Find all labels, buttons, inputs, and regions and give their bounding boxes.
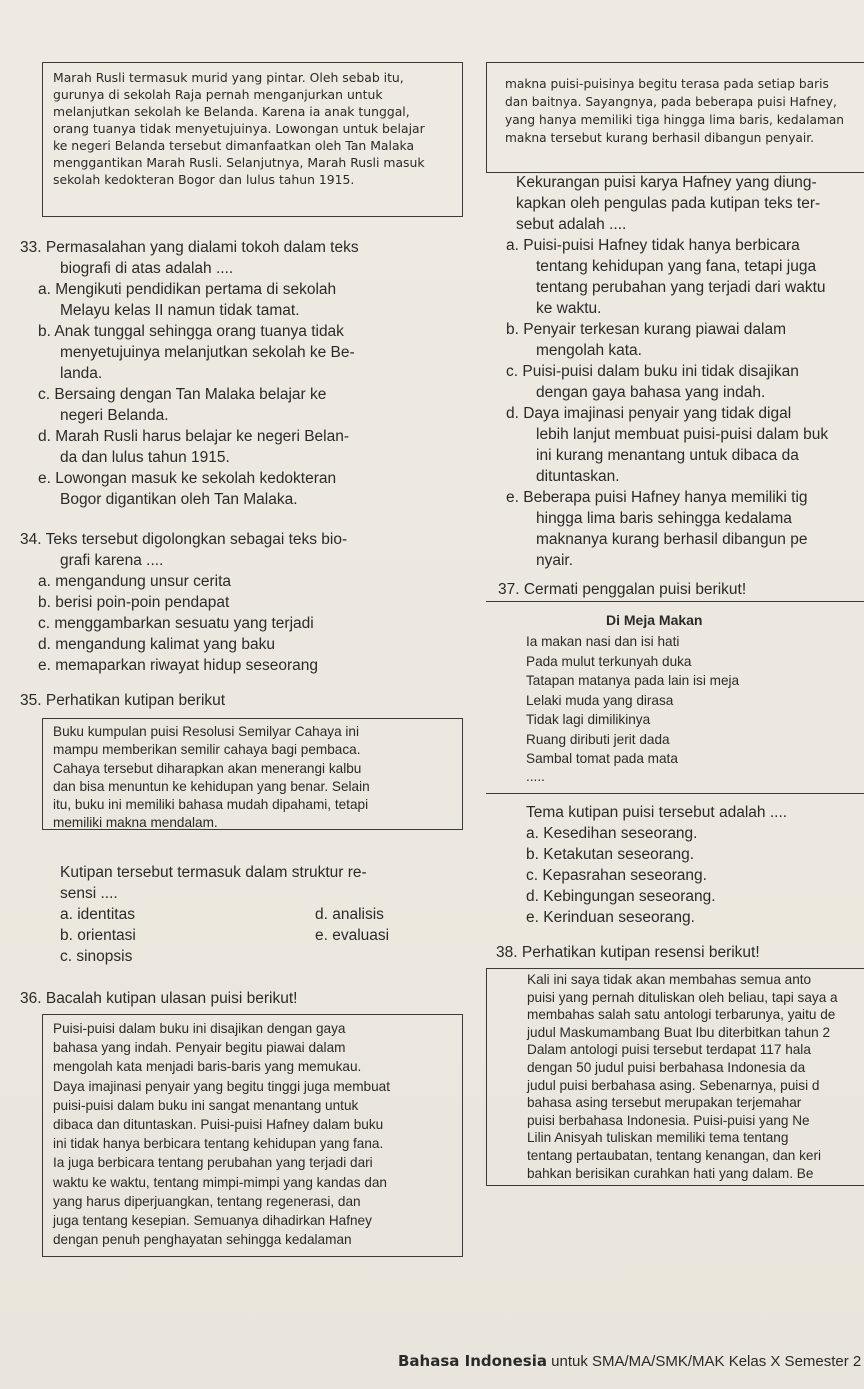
text-line: dan baitnya. Sayangnya, pada beberapa puisi Hafney, bbox=[505, 95, 837, 109]
option-b: b. berisi poin-poin pendapat bbox=[38, 594, 230, 611]
question-37 bbox=[486, 802, 864, 928]
option-row bbox=[20, 904, 460, 925]
question-38-stem bbox=[486, 942, 864, 963]
text-line: ini tidak hanya berbicara tentang kehidupan yang fana. bbox=[53, 1136, 384, 1152]
text-line: bahasa yang indah. Penyair begitu piawai dalam bbox=[53, 1040, 346, 1056]
option-b-cont: landa. bbox=[60, 365, 103, 382]
option-c-cont: dengan gaya bahasa yang indah. bbox=[536, 384, 766, 401]
option-a-cont: tentang kehidupan yang fana, tetapi juga bbox=[536, 258, 817, 275]
question-34 bbox=[20, 529, 460, 676]
option-b-cont: mengolah kata. bbox=[536, 342, 642, 359]
poem-line: Ruang diributi jerit dada bbox=[526, 731, 670, 747]
question-stem: 35. Perhatikan kutipan berikut bbox=[20, 692, 226, 709]
question-stem: 34. Teks tersebut digolongkan sebagai teks bio- bbox=[20, 531, 348, 548]
text-line: tentang pertaubatan, tentang kenangan, dan keri bbox=[527, 1147, 822, 1163]
footer-rest: untuk SMA/MA/SMK/MAK Kelas X Semester 2 bbox=[546, 1353, 862, 1370]
poem-line: Sambal tomat pada mata bbox=[526, 751, 678, 766]
text-line: puisi yang pernah dituliskan oleh beliau, tapi saya a bbox=[527, 989, 838, 1005]
text-line: dibaca dan dituntaskan. Puisi-puisi Hafney dalam buku bbox=[53, 1117, 384, 1133]
option-a-cont: ke waktu. bbox=[536, 300, 602, 317]
poem-line: Tatapan matanya pada lain isi meja bbox=[526, 673, 740, 688]
option-e: e. memaparkan riwayat hidup seseorang bbox=[38, 657, 319, 674]
option-e: e. Kerinduan seseorang. bbox=[526, 909, 695, 926]
option-a: a. mengandung unsur cerita bbox=[38, 573, 232, 590]
text-line: judul Maskumambang Buat Ibu diterbitkan tahun 2 bbox=[527, 1024, 831, 1040]
text-line: Lilin Anisyah tuliskan memiliki tema tentang bbox=[527, 1130, 789, 1146]
text-line: Cahaya tersebut diharapkan akan menerangi kalbu bbox=[53, 760, 362, 776]
poem-line: Tidak lagi dimilikinya bbox=[526, 712, 651, 727]
option-e-cont: maknanya kurang berhasil dibangun pe bbox=[536, 531, 808, 548]
question-stem: 36. Bacalah kutipan ulasan puisi berikut! bbox=[20, 990, 298, 1007]
poem-line: Ia makan nasi dan isi hati bbox=[526, 634, 680, 649]
text-line: dengan 50 judul puisi berbahasa Indonesia da bbox=[527, 1059, 806, 1075]
question-stem: grafi karena .... bbox=[60, 552, 164, 569]
text-line: yang hanya memiliki tiga hingga lima baris, kedalaman bbox=[505, 113, 845, 127]
option-a: a. Puisi-puisi Hafney tidak hanya berbicara bbox=[506, 237, 800, 254]
option-e-cont: Bogor digantikan oleh Tan Malaka. bbox=[60, 491, 298, 508]
text-line: juga tentang kesepian. Semuanya dihadirkan Hafney bbox=[53, 1213, 372, 1229]
page-footer bbox=[398, 1352, 861, 1370]
option-e: e. Beberapa puisi Hafney hanya memiliki tig bbox=[506, 489, 808, 506]
text-line: sekolah kedokteran Bogor dan lulus tahun 1915. bbox=[53, 172, 355, 187]
poem-ellipsis: ..... bbox=[526, 768, 545, 784]
text-line: Daya imajinasi penyair yang begitu tinggi juga membuat bbox=[53, 1078, 391, 1094]
text-line: Buku kumpulan puisi Resolusi Semilyar Cahaya ini bbox=[53, 724, 360, 739]
option-e: e. Lowongan masuk ke sekolah kedokteran bbox=[38, 470, 337, 487]
question-stem: 37. Cermati penggalan puisi berikut! bbox=[498, 581, 747, 598]
option-b: b. Anak tunggal sehingga orang tuanya tidak bbox=[38, 323, 344, 340]
option-d: d. Kebingungan seseorang. bbox=[526, 888, 716, 905]
question-text: Kutipan tersebut termasuk dalam struktur re- bbox=[60, 864, 367, 881]
text-line: itu, buku ini memiliki bahasa mudah dipahami, tetapi bbox=[53, 797, 369, 813]
poem-line: Pada mulut terkunyah duka bbox=[526, 653, 692, 669]
text-line: Marah Rusli termasuk murid yang pintar. Oleh sebab itu, bbox=[53, 70, 404, 85]
option-a-cont: tentang perubahan yang terjadi dari waktu bbox=[536, 279, 826, 296]
footer-subject: Bahasa Indonesia bbox=[398, 1352, 547, 1370]
poem-title: Di Meja Makan bbox=[606, 612, 703, 628]
text-line: membahas salah satu antologi terbarunya, yaitu de bbox=[527, 1007, 836, 1023]
question-text: sebut adalah .... bbox=[516, 216, 627, 233]
text-line: yang harus diperjuangkan, tentang regenerasi, dan bbox=[53, 1193, 361, 1209]
biography-excerpt-box bbox=[42, 62, 463, 217]
option-a-cont: Melayu kelas II namun tidak tamat. bbox=[60, 302, 300, 319]
option-b: b. Ketakutan seseorang. bbox=[526, 846, 695, 863]
option-e-cont: nyair. bbox=[536, 552, 574, 569]
poem-block bbox=[486, 610, 864, 785]
question-text: Kekurangan puisi karya Hafney yang diung- bbox=[516, 174, 817, 191]
option-d: d. analisis bbox=[315, 906, 384, 923]
text-line: Puisi-puisi dalam buku ini disajikan dengan gaya bbox=[53, 1021, 346, 1036]
option-c: c. Bersaing dengan Tan Malaka belajar ke bbox=[38, 386, 327, 403]
option-c: c. sinopsis bbox=[60, 948, 133, 965]
text-line: Dalam antologi puisi tersebut terdapat 117 hala bbox=[527, 1042, 811, 1058]
text-line: makna puisi-puisinya begitu terasa pada setiap baris bbox=[505, 77, 829, 91]
question-text: Tema kutipan puisi tersebut adalah .... bbox=[526, 804, 788, 821]
question-35 bbox=[20, 862, 460, 967]
text-line: dan bisa menuntun ke kehidupan yang benar. Selain bbox=[53, 778, 370, 794]
poem-bottom-rule bbox=[486, 793, 864, 794]
text-line: mampu memberikan semilir cahaya bagi pembaca. bbox=[53, 742, 361, 758]
poem-line: Lelaki muda yang dirasa bbox=[526, 692, 674, 708]
text-line: menggantikan Marah Rusli. Selanjutnya, Marah Rusli masuk bbox=[53, 155, 425, 170]
option-e: e. evaluasi bbox=[315, 927, 390, 944]
option-c: c. Kepasrahan seseorang. bbox=[526, 867, 707, 884]
option-a: a. identitas bbox=[60, 906, 135, 923]
text-line: melanjutkan sekolah ke Belanda. Karena ia anak tunggal, bbox=[53, 104, 410, 119]
question-37-stem bbox=[486, 579, 864, 600]
question-text: kapkan oleh pengulas pada kutipan teks ter- bbox=[516, 195, 821, 212]
option-a: a. Mengikuti pendidikan pertama di sekolah bbox=[38, 281, 337, 298]
text-line: mengolah kata menjadi baris-baris yang memukau. bbox=[53, 1059, 362, 1075]
option-c: c. Puisi-puisi dalam buku ini tidak disajikan bbox=[506, 363, 799, 380]
option-d-cont: dituntaskan. bbox=[536, 468, 620, 485]
option-b: b. orientasi bbox=[60, 927, 136, 944]
text-line: dengan penuh penghayatan sehingga kedalaman bbox=[53, 1232, 352, 1248]
option-e-cont: hingga lima baris sehingga kedalama bbox=[536, 510, 792, 527]
question-stem: 33. Permasalahan yang dialami tokoh dalam teks bbox=[20, 239, 359, 256]
question-36-stem bbox=[20, 988, 460, 1009]
text-line: waktu ke waktu, tentang mimpi-mimpi yang kandas dan bbox=[53, 1174, 387, 1190]
option-c: c. menggambarkan sesuatu yang terjadi bbox=[38, 615, 314, 632]
resensi-excerpt-box bbox=[486, 968, 864, 1186]
option-d-cont: lebih lanjut membuat puisi-puisi dalam buk bbox=[536, 426, 829, 443]
option-d-cont: ini kurang menantang untuk dibaca da bbox=[536, 447, 799, 464]
review-excerpt-box bbox=[42, 718, 463, 830]
text-line: memiliki makna mendalam. bbox=[53, 815, 218, 831]
text-line: makna tersebut kurang berhasil dibangun penyair. bbox=[505, 131, 815, 145]
option-b: b. Penyair terkesan kurang piawai dalam bbox=[506, 321, 787, 338]
text-line: ke negeri Belanda tersebut dimanfaatkan oleh Tan Malaka bbox=[53, 138, 415, 153]
option-d: d. mengandung kalimat yang baku bbox=[38, 636, 275, 653]
review-continuation-box bbox=[486, 62, 864, 173]
text-line: orang tuanya tidak menyetujuinya. Lowongan untuk belajar bbox=[53, 121, 425, 136]
question-35-stem bbox=[20, 690, 460, 711]
question-text: sensi .... bbox=[60, 885, 118, 902]
question-stem: biografi di atas adalah .... bbox=[60, 260, 234, 277]
poem-top-rule bbox=[486, 601, 864, 602]
question-36 bbox=[486, 172, 864, 571]
text-line: puisi berbahasa Indonesia. Puisi-puisi yang Ne bbox=[527, 1112, 810, 1128]
text-line: puisi-puisi dalam buku ini sangat menantang untuk bbox=[53, 1097, 359, 1113]
option-a: a. Kesedihan seseorang. bbox=[526, 825, 698, 842]
option-d: d. Daya imajinasi penyair yang tidak digal bbox=[506, 405, 792, 422]
question-33 bbox=[20, 237, 460, 510]
option-d-cont: da dan lulus tahun 1915. bbox=[60, 449, 230, 466]
text-line: Ia juga berbicara tentang perubahan yang terjadi dari bbox=[53, 1155, 373, 1171]
option-row bbox=[20, 925, 460, 946]
text-line: gurunya di sekolah Raja pernah menganjurkan untuk bbox=[53, 87, 383, 102]
option-b-cont: menyetujuinya melanjutkan sekolah ke Be- bbox=[60, 344, 355, 361]
option-c-cont: negeri Belanda. bbox=[60, 407, 169, 424]
text-line: judul puisi berbahasa asing. Sebenarnya, puisi d bbox=[527, 1077, 820, 1093]
text-line: Kali ini saya tidak akan membahas semua anto bbox=[527, 972, 812, 987]
text-line: bahkan berisikan curahkan hati yang dalam. Be bbox=[527, 1165, 814, 1181]
option-d: d. Marah Rusli harus belajar ke negeri Belan- bbox=[38, 428, 350, 445]
poetry-review-box bbox=[42, 1014, 463, 1257]
text-line: bahasa asing tersebut merupakan terjemahar bbox=[527, 1095, 802, 1111]
question-stem: 38. Perhatikan kutipan resensi berikut! bbox=[496, 944, 760, 961]
